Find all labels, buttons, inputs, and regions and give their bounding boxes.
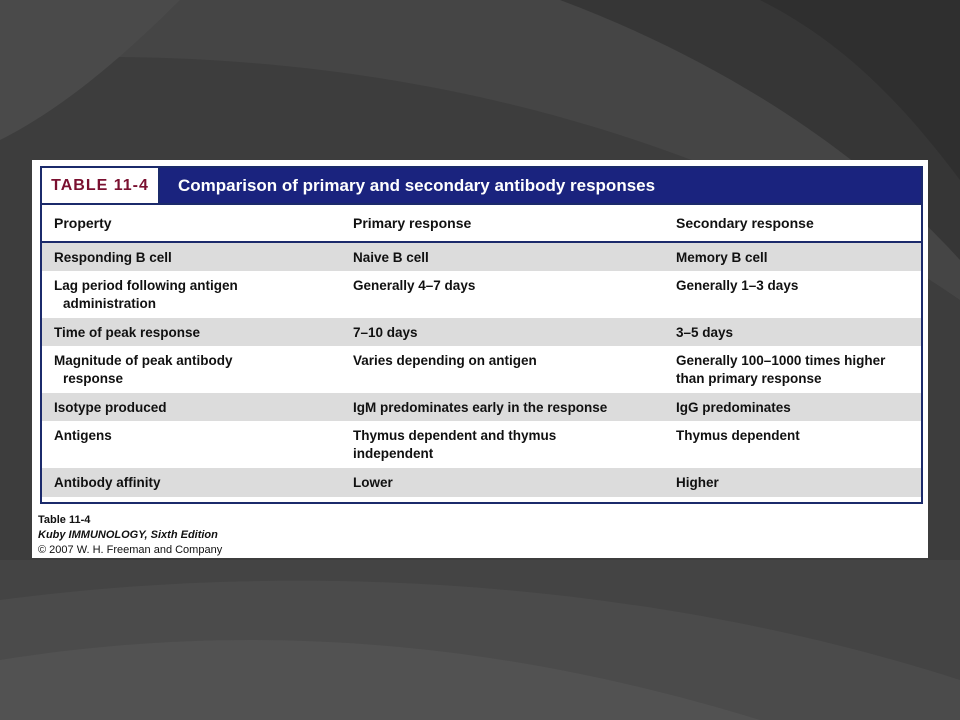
cell-secondary: 3–5 days (676, 325, 734, 340)
caption-book-title: Kuby IMMUNOLOGY, Sixth Edition (38, 529, 218, 541)
cell-secondary: Higher (676, 475, 719, 490)
cell-primary: Lower (353, 475, 393, 490)
cell-property: Isotype produced (54, 400, 167, 415)
cell-secondary: Memory B cell (676, 250, 768, 265)
cell-property: Antigens (54, 428, 112, 443)
table-row (42, 271, 921, 318)
header-primary: Primary response (353, 215, 472, 231)
cell-primary: Generally 4–7 days (353, 278, 476, 293)
cell-secondary: Generally 100–1000 times higher than primary response (676, 353, 886, 386)
source-caption (38, 513, 222, 558)
cell-primary: Naive B cell (353, 250, 429, 265)
caption-copyright: © 2007 W. H. Freeman and Company (38, 544, 223, 556)
header-property: Property (54, 215, 112, 231)
table-header-row (42, 205, 921, 243)
cell-property: Antibody affinity (54, 475, 161, 490)
cell-primary: 7–10 days (353, 325, 418, 340)
cell-property: Magnitude of peak antibody response (54, 353, 233, 386)
table-row (42, 393, 921, 421)
table-row (42, 243, 921, 271)
comparison-table (40, 166, 923, 504)
table-title-bar (42, 168, 921, 205)
cell-secondary: Thymus dependent (676, 428, 800, 443)
cell-primary: Thymus dependent and thymus independent (353, 428, 557, 461)
cell-property: Lag period following antigen administration (54, 278, 238, 311)
cell-secondary: IgG predominates (676, 400, 791, 415)
cell-secondary: Generally 1–3 days (676, 278, 799, 293)
header-secondary: Secondary response (676, 215, 814, 231)
cell-primary: Varies depending on antigen (353, 353, 537, 368)
table-number-tag: TABLE 11-4 (42, 168, 160, 203)
table-row (42, 421, 921, 468)
table-figure (32, 160, 928, 558)
cell-primary: IgM predominates early in the response (353, 400, 608, 415)
table-row (42, 318, 921, 346)
cell-property: Time of peak response (54, 325, 201, 340)
table-row (42, 346, 921, 393)
table-row (42, 468, 921, 497)
cell-property: Responding B cell (54, 250, 172, 265)
table-body (42, 243, 921, 497)
caption-table-number: Table 11-4 (38, 514, 91, 526)
table-title: Comparison of primary and secondary antibody responses (178, 176, 656, 195)
